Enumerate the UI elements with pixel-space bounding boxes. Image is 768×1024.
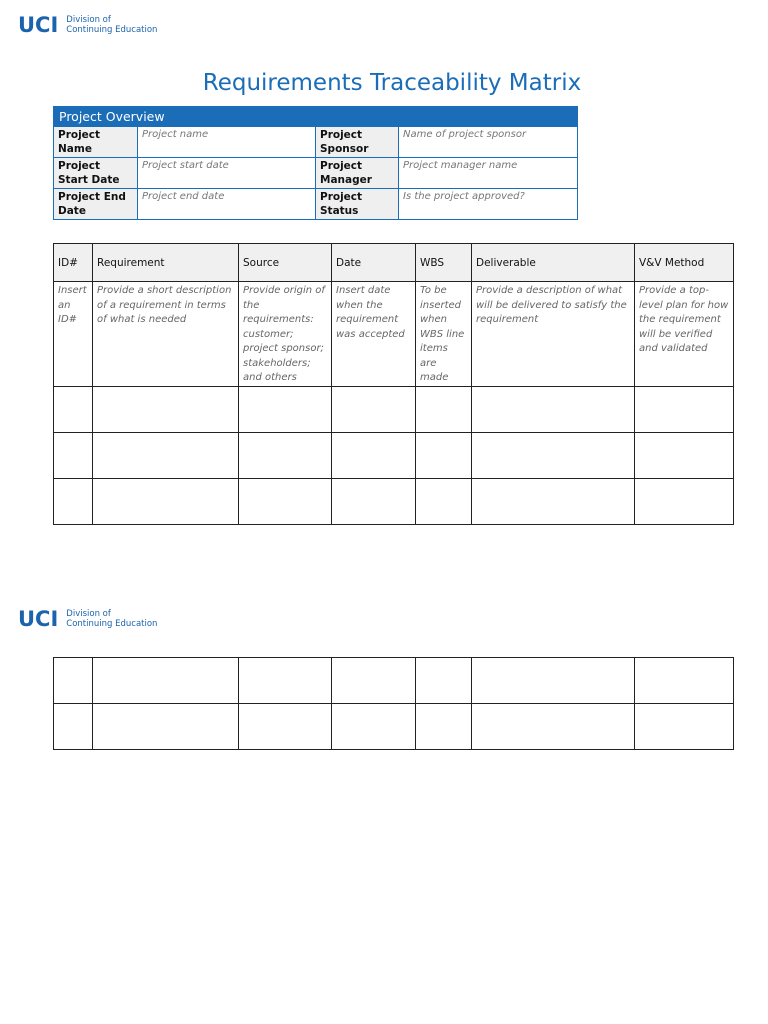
project-status-label: Project Status	[316, 189, 399, 220]
table-cell[interactable]	[93, 658, 239, 704]
table-row	[54, 479, 734, 525]
table-row	[54, 433, 734, 479]
table-cell[interactable]	[332, 704, 416, 750]
table-cell[interactable]	[54, 433, 93, 479]
uci-logo-subtitle	[66, 609, 157, 629]
table-cell[interactable]	[54, 387, 93, 433]
table-cell[interactable]	[93, 433, 239, 479]
table-cell[interactable]	[239, 479, 332, 525]
col-header-wbs: WBS	[416, 244, 472, 282]
table-cell[interactable]	[54, 479, 93, 525]
col-header-id: ID#	[54, 244, 93, 282]
uci-logo-mark: UCI	[18, 607, 59, 631]
logo-line2: Continuing Education	[66, 25, 158, 35]
table-cell[interactable]	[635, 387, 734, 433]
col-header-vv-method: V&V Method	[635, 244, 734, 282]
traceability-matrix-continued-table	[53, 657, 734, 750]
table-cell[interactable]	[635, 704, 734, 750]
hint-vv-method[interactable]: Provide a top-level plan for how the requirement will be verified and validated	[635, 282, 734, 387]
overview-row	[54, 127, 578, 158]
table-cell[interactable]	[332, 433, 416, 479]
col-header-date: Date	[332, 244, 416, 282]
hint-requirement[interactable]: Provide a short description of a requirement in terms of what is needed	[93, 282, 239, 387]
project-sponsor-value[interactable]: Name of project sponsor	[399, 127, 578, 158]
table-cell[interactable]	[635, 479, 734, 525]
table-cell[interactable]	[239, 387, 332, 433]
uci-logo-page2	[18, 609, 157, 629]
uci-logo-mark: UCI	[18, 13, 59, 37]
table-cell[interactable]	[472, 387, 635, 433]
project-overview-table	[53, 106, 578, 220]
project-end-date-label: Project End Date	[54, 189, 138, 220]
project-start-date-value[interactable]: Project start date	[138, 158, 316, 189]
logo-line1: Division of	[66, 15, 111, 25]
overview-row	[54, 158, 578, 189]
project-name-value[interactable]: Project name	[138, 127, 316, 158]
overview-row	[54, 189, 578, 220]
project-status-value[interactable]: Is the project approved?	[399, 189, 578, 220]
table-cell[interactable]	[332, 658, 416, 704]
table-cell[interactable]	[93, 479, 239, 525]
table-cell[interactable]	[472, 704, 635, 750]
table-cell[interactable]	[472, 658, 635, 704]
table-row	[54, 658, 734, 704]
hint-wbs[interactable]: To be inserted when WBS line items are made	[416, 282, 472, 387]
table-cell[interactable]	[635, 658, 734, 704]
table-cell[interactable]	[416, 433, 472, 479]
project-start-date-label: Project Start Date	[54, 158, 138, 189]
page-title: Requirements Traceability Matrix	[202, 70, 582, 96]
hint-id[interactable]: Insert an ID#	[54, 282, 93, 387]
project-manager-value[interactable]: Project manager name	[399, 158, 578, 189]
uci-logo	[18, 15, 157, 35]
table-cell[interactable]	[332, 387, 416, 433]
uci-logo-subtitle	[66, 15, 157, 35]
table-cell[interactable]	[472, 479, 635, 525]
table-cell[interactable]	[416, 479, 472, 525]
project-manager-label: Project Manager	[316, 158, 399, 189]
table-cell[interactable]	[239, 433, 332, 479]
table-cell[interactable]	[416, 387, 472, 433]
hint-source[interactable]: Provide origin of the requirements: customer; project sponsor; stakeholders; and others	[239, 282, 332, 387]
traceability-matrix-table	[53, 243, 734, 525]
hint-date[interactable]: Insert date when the requirement was accepted	[332, 282, 416, 387]
logo-line1: Division of	[66, 609, 111, 619]
table-cell[interactable]	[93, 704, 239, 750]
table-row	[54, 282, 734, 387]
project-overview-header: Project Overview	[54, 107, 578, 127]
table-cell[interactable]	[239, 658, 332, 704]
table-cell[interactable]	[416, 658, 472, 704]
table-cell[interactable]	[416, 704, 472, 750]
project-name-label: Project Name	[54, 127, 138, 158]
table-row	[54, 387, 734, 433]
matrix-header-row	[54, 244, 734, 282]
table-cell[interactable]	[93, 387, 239, 433]
table-cell[interactable]	[472, 433, 635, 479]
table-row	[54, 704, 734, 750]
col-header-source: Source	[239, 244, 332, 282]
col-header-deliverable: Deliverable	[472, 244, 635, 282]
logo-line2: Continuing Education	[66, 619, 158, 629]
table-cell[interactable]	[332, 479, 416, 525]
hint-deliverable[interactable]: Provide a description of what will be delivered to satisfy the requirement	[472, 282, 635, 387]
project-end-date-value[interactable]: Project end date	[138, 189, 316, 220]
table-cell[interactable]	[635, 433, 734, 479]
project-sponsor-label: Project Sponsor	[316, 127, 399, 158]
table-cell[interactable]	[239, 704, 332, 750]
col-header-requirement: Requirement	[93, 244, 239, 282]
table-cell[interactable]	[54, 704, 93, 750]
table-cell[interactable]	[54, 658, 93, 704]
